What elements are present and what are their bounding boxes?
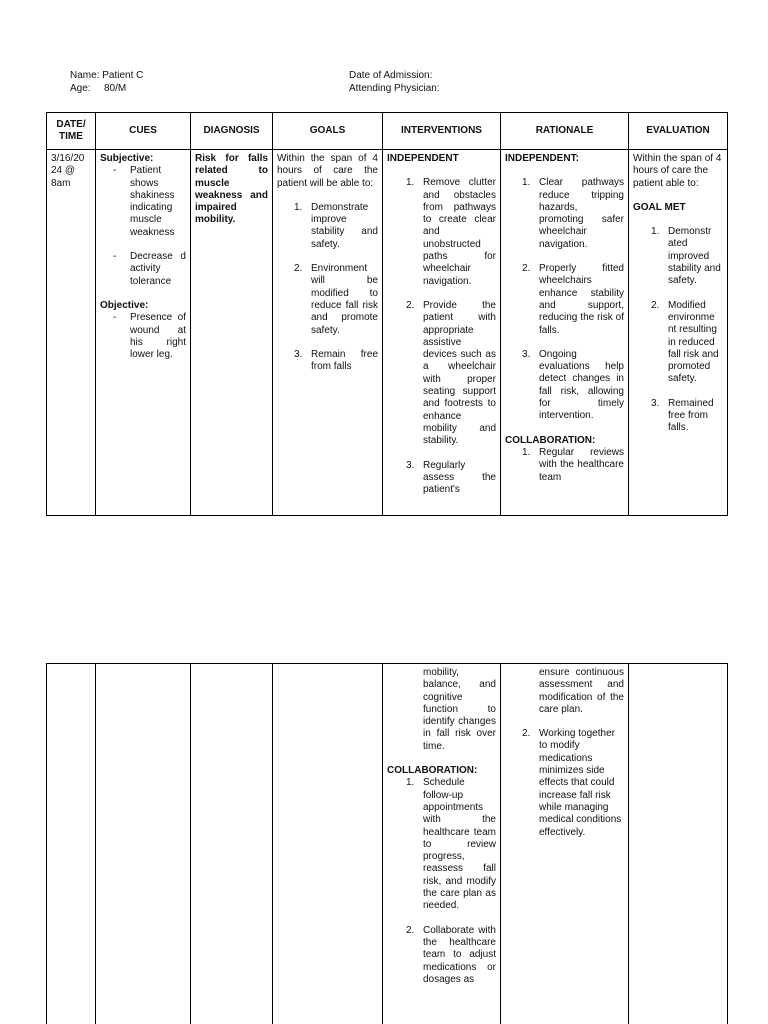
interventions-cell <box>383 664 501 1024</box>
diagnosis-cell <box>191 664 273 1024</box>
interventions-heading: INDEPENDENT <box>387 153 459 164</box>
interventions-cell <box>383 150 501 516</box>
goals-list <box>277 202 378 374</box>
list-item: 2. Collaborate with the healthcare team to adjust medications or dosages as <box>406 924 496 985</box>
list-item: 2. Modified environme nt resulting in reduced fall risk and promoted safety. <box>651 299 719 385</box>
rationale-list <box>505 177 624 422</box>
column-header-diagnosis: DIAGNOSIS <box>191 113 273 150</box>
evaluation-cell <box>629 664 728 1024</box>
list-item: 2. Environment will be modified to reduce fall risk and promote safety. <box>294 263 378 336</box>
interventions-list <box>387 177 496 496</box>
table-row <box>47 664 728 1024</box>
table-header-row <box>47 113 728 150</box>
list-item: 3. Remain free from falls <box>294 348 378 373</box>
patient-header <box>70 69 143 95</box>
date-cell <box>47 150 96 516</box>
list-item: 1. Demonstrate improve stability and safety. <box>294 201 378 250</box>
objective-label: Objective: <box>100 299 149 311</box>
list-item: - Presence of wound at his right lower leg. <box>113 312 186 361</box>
column-header-evaluation: EVALUATION <box>629 113 728 150</box>
list-item: 2. Provide the patient with appropriate assistive devices such as a wheelchair with proper seating support and footrests to enhance mobility and stability. <box>406 299 496 447</box>
list-item: 2. Working together to modify medications minimizes side effects that could increase fall risk while managing medical conditions effectively. <box>522 728 622 838</box>
list-item: 3. Ongoing evaluations help detect changes in fall risk, allowing for timely intervention. <box>522 348 624 422</box>
rationale-continued <box>505 667 624 839</box>
subjective-label: Subjective: <box>100 153 154 164</box>
subjective-list <box>100 165 186 288</box>
rationale-heading: INDEPENDENT: <box>505 153 579 164</box>
admission-label: Date of Admission: <box>349 70 433 81</box>
column-header-date: DATE/ TIME <box>47 113 96 150</box>
column-header-rationale: RATIONALE <box>501 113 629 150</box>
diagnosis-cell <box>191 150 273 516</box>
date-time: 3/16/20 24 @ 8am <box>51 153 85 189</box>
interventions-collab-list <box>387 777 496 986</box>
column-header-interventions: INTERVENTIONS <box>383 113 501 150</box>
evaluation-list <box>633 226 723 434</box>
rationale-collab-heading: COLLABORATION: <box>505 434 596 446</box>
physician-label: Attending Physician: <box>349 83 440 94</box>
list-item: ensure continuous assessment and modification of the care plan. <box>539 667 624 715</box>
table-row <box>47 150 728 516</box>
care-plan-table-continued <box>46 663 728 1024</box>
name-value: Patient C <box>102 70 144 81</box>
list-item: mobility, balance, and cognitive function to identify changes in fall risk over time. <box>423 667 496 752</box>
rationale-cell <box>501 150 629 516</box>
list-item: 1. Regular reviews with the healthcare team <box>522 446 624 483</box>
list-item: 3. Regularly assess the patient's <box>406 459 496 496</box>
list-item: - Patient shows shakiness indicating muscle weakness <box>113 165 175 238</box>
list-item: - Decrease d activity tolerance <box>113 251 186 287</box>
rationale-cell <box>501 664 629 1024</box>
evaluation-intro: Within the span of 4 hours of care the patient able to: <box>633 153 722 189</box>
rationale-collab-list <box>505 447 624 484</box>
admission-header <box>349 69 440 95</box>
goals-intro: Within the span of 4 hours of care the patient will be able to: <box>277 153 378 189</box>
column-header-goals: GOALS <box>273 113 383 150</box>
name-label: Name: <box>70 70 100 81</box>
goal-status: GOAL MET <box>633 201 686 213</box>
diagnosis-text: Risk for falls related to muscle weakness and impaired mobility. <box>195 153 268 226</box>
date-cell <box>47 664 96 1024</box>
cues-cell <box>96 664 191 1024</box>
interventions-collab-heading: COLLABORATION: <box>387 765 478 777</box>
care-plan-table <box>46 112 728 516</box>
list-item: 1. Demonstr ated improved stability and safety. <box>651 226 721 287</box>
list-item: 3. Remained free from falls. <box>651 397 714 434</box>
list-item: 1. Remove clutter and obstacles from pathways to create clear and unobstructed paths for wheelchair navigation. <box>406 177 496 287</box>
goals-cell <box>273 150 383 516</box>
column-header-cues: CUES <box>96 113 191 150</box>
list-item: 1. Clear pathways reduce tripping hazards, promoting safer wheelchair navigation. <box>522 177 624 250</box>
evaluation-cell <box>629 150 728 516</box>
goals-cell <box>273 664 383 1024</box>
list-item: 1. Schedule follow-up appointments with the healthcare team to review progress, reassess fall risk, and modify the care plan as needed. <box>406 777 496 912</box>
age-label: Age: <box>70 83 91 94</box>
list-item: 2. Properly fitted wheelchairs enhance stability and support, reducing the risk of falls. <box>522 263 624 336</box>
age-value: 80/M <box>104 83 127 94</box>
objective-list <box>100 312 186 361</box>
cues-cell <box>96 150 191 516</box>
interventions-continued <box>387 667 496 753</box>
